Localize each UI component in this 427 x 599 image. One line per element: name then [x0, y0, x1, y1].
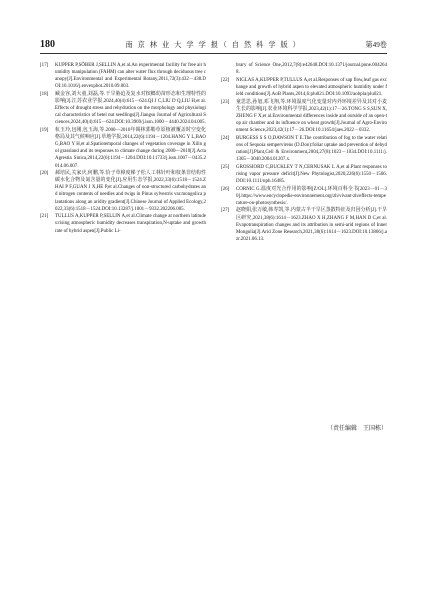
reference-item [221, 99, 387, 134]
reference-number: [26] [221, 186, 230, 192]
header-rule [40, 53, 387, 54]
reference-number: [22] [221, 77, 230, 83]
reference-text: 童思思,孙旭,邓飞翔,等.环境温度气化变量对内外环境差异及其对小麦生长的影响[J].农业环境科学学报,2023,42(1):17－26.TONG S S,SUN X,ZHENG F X,et al.Environmental differences inside and outside of an open-top air chamber and its influence on wheat growth[J].Journal of Agro-Environment Science,2023,42(1):17－26.DOI:10.11654/jaes.2022－0332. [236, 99, 387, 134]
reference-item [40, 170, 206, 213]
reference-text: CORNIC G.温度对光合作用的影响[Z/OL].环境百科全书[2023－01－30].https://www.encyclopedie-environnement.org/zh/vivant-zh/effects-temperature-on-photosynthesis/. [236, 186, 387, 206]
reference-text: brary of Science One,2012,7(8):e42648.DOI:10.1371/journal.pone.0042648. [236, 63, 387, 76]
reference-text: NIGLAS A,KUPPER P,TULLUS A,et al.Responses of sap flow,leaf gas exchange and growth of hybrid aspen to elevated atmospheric humidity under field conditions[J].AoB Plants,2014,6:plu021.DOI:10.1093/aobpla/plu021. [236, 77, 387, 97]
reference-item [40, 62, 206, 90]
responsible-editor: （责任编辑 王国栋） [326, 426, 387, 432]
reference-text: 杭玉玲,包刚,包玉海,等.2000—2010年锡林郭勒草原植被覆盖时空变化格局及其气候响应[J].草地学报,2014,22(6):1194－1204.HANG Y L,BAO G,BAO Y H,et al.Spatiotemporal changes of vegetation coverage in Xilin gol grassland and its responses to climate change during 2000—2010[J].Acta Agrestia Sinica,2014,22(6):1194－1204.DOI:10.11733/j.issn.1007－0435.2014.06.007. [55, 128, 206, 169]
reference-continuation [221, 62, 387, 76]
reference-text: 臧金容,刘大童,刘磊,等.干旱胁迫及复水对槟榔幼苗形态和生理特性的影响[J].江苏农业学报,2024,40(4):615－624.QI J C,LIU D Q,LIU H,et al.Effects of drought stress and rehydration on the morphology and physiological characteristics of betel nut seedlings[J].Jiangsu Journal of Agricultural Sciences,2024,40(4):615－624.DOI:10.3969/j.issn.1000－4440.2024.04.005. [55, 91, 206, 126]
reference-text: BURGESS S S O,DAWSON T E.The contribution of fog to the water relations of Sequoia sempervirens (D.Don):foliar uptake and prevention of dehydration[J].Plant,Cell & Environment,2004,27(8):1023－1034.DOI:10.1111/j.1365－3040.2004.01207.x. [236, 135, 387, 162]
reference-text: GROSSIORD C,BUCKLEY T N,CERNUSAK L A,et al.Plant responses to rising vapor pressure deficit[J].New Phytologist,2020,226(6):1550－1566.DOI:10.1111/nph.16485. [236, 164, 387, 184]
reference-item [221, 186, 387, 207]
reference-item [221, 207, 387, 242]
running-header [40, 39, 387, 53]
reference-item [40, 127, 206, 170]
reference-text: TULLUS A,KUPPER P,SELLIN A,et al.Climate change at northern latitudes:rising atmospheric humidity decreases transpiration,N-uptake and growth rate of hybrid aspen[J].Public Li- [55, 214, 206, 234]
reference-number: [27] [221, 208, 230, 214]
reference-number: [20] [40, 171, 49, 177]
volume-label: 第49卷 [365, 41, 387, 49]
reference-text: 郝培民,关家庆,何鹏,等.恰子草樟度梯子松人工林针叶和枝条非结构性碳水化合物及氮含量的变化[J].应用生态学报,2022,33(6):1518－1524.ZHAI P F,GUAN J X,HE P,et al.Changes of non-structured carbohydrates and nitrogen contents of needles and twigs in Pinus sylvestris var.mongolica plantations along an aridity gradient[J].Chinese Journal of Applied Ecology,2022,33(6):1518－1524.DOI:10.13287/j.1001－9332.202206.005. [55, 171, 206, 212]
left-column [40, 62, 206, 235]
reference-item [221, 135, 387, 163]
reference-item [221, 77, 387, 98]
reference-number: [21] [40, 214, 49, 220]
reference-item [221, 164, 387, 185]
journal-title: 南 京 林 业 大 学 学 报（ 自 然 科 学 版 ） [125, 41, 302, 49]
reference-text: KUPPER P,SÕBER J,SELLIN A,et al.An experimental facility for free air humidity manipulation (FAHM) can alter water flux through deciduous tree canopy[J].Environmental and Experimental Botany,2011,72(3):432－438.DOI:10.1016/j.envexpbot.2010.09.003. [55, 63, 206, 90]
reference-number: [25] [221, 164, 230, 170]
reference-text: 赵晓娟,张万敏,韩寿凯,等.内蒙古半干旱区蒸散特征及归因分析[J].干旱区研究,2021,38(6):1614－1623.ZHAO X H,ZHANG F M,HAN D C,et al.Evapotranspiration changes and its attribution in semi-arid regions of Inner Mongolia[J].Arid Zone Research,2021,38(6):1614－1623.DOI:10.13866/j.azr.2021.06.13. [236, 208, 387, 242]
reference-number: [18] [40, 91, 49, 97]
reference-item [40, 213, 206, 234]
page-number: 180 [40, 39, 55, 50]
reference-item [40, 91, 206, 126]
reference-number: [24] [221, 135, 230, 141]
reference-number: [19] [40, 128, 49, 134]
reference-number: [23] [221, 99, 230, 105]
reference-number: [17] [40, 63, 49, 68]
right-column [221, 62, 387, 244]
